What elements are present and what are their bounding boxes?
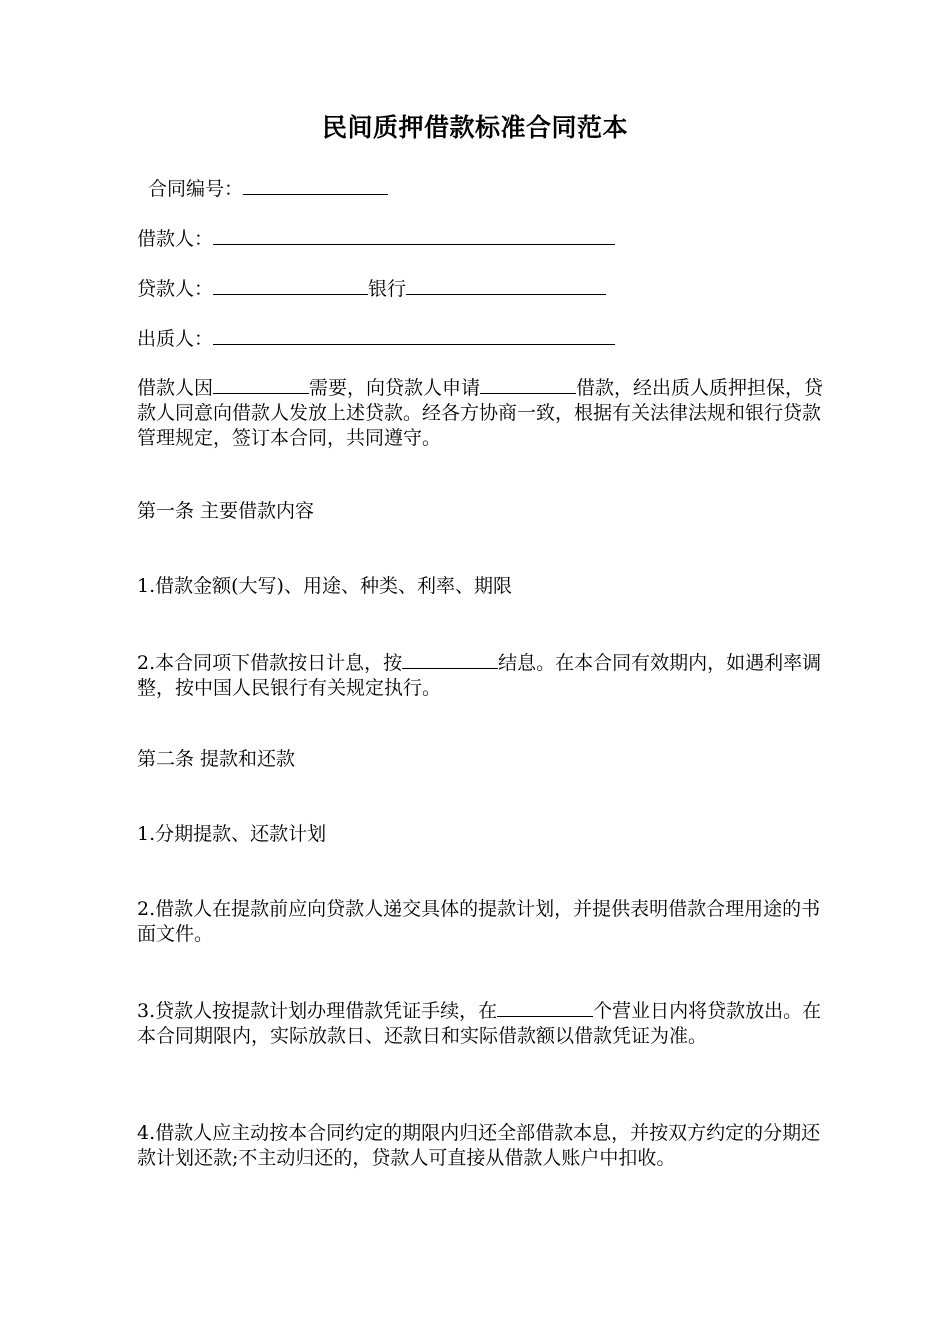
- contract-number-field: [148, 174, 838, 202]
- lender-field: [137, 274, 827, 302]
- pledger-field: [137, 324, 827, 352]
- document-title: 民间质押借款标准合同范本: [321, 113, 628, 142]
- contract-number-label: 合同编号：: [148, 178, 244, 200]
- lender-label: 贷款人：: [137, 278, 214, 300]
- intro-text-1: 借款人因: [137, 377, 214, 399]
- contract-number-blank: [243, 174, 388, 195]
- pledger-label: 出质人：: [137, 328, 214, 350]
- article2-item4: 4.借款人应主动按本合同约定的期限内归还全部借款本息，并按双方约定的分期还款计划还款;不主动归还的，贷款人可直接从借款人账户中扣收。: [137, 1122, 821, 1169]
- borrower-blank: [213, 224, 615, 245]
- intro-text-3: 借款，经出质人质押担保，贷款人同意向借款人发放上述贷款。经各方协商一致，根据有关法律法规和银行贷款管理规定，签订本合同，共同遵守。: [137, 377, 824, 449]
- article2-item2: 2.借款人在提款前应向贷款人递交具体的提款计划，并提供表明借款合理用途的书面文件。: [137, 898, 821, 945]
- article1-item1: 1.借款金额(大写)、用途、种类、利率、期限: [137, 575, 512, 597]
- article2-item3-text-1: 3.贷款人按提款计划办理借款凭证手续，在: [137, 1000, 498, 1022]
- lender-name-blank: [213, 274, 368, 295]
- intro-paragraph: [137, 373, 827, 451]
- article2-heading: 第二条 提款和还款: [137, 748, 296, 770]
- lender-bank-suffix: 银行: [368, 278, 407, 300]
- article2-item3: [137, 996, 827, 1049]
- article1-item2-text-1: 2.本合同项下借款按日计息，按: [137, 652, 403, 674]
- loan-type-blank: [480, 373, 576, 394]
- business-days-blank: [497, 996, 593, 1017]
- borrower-label: 借款人：: [137, 228, 214, 250]
- settlement-period-blank: [402, 648, 498, 669]
- lender-bank-blank: [406, 274, 606, 295]
- borrower-field: [137, 224, 827, 252]
- intro-text-2: 需要，向贷款人申请: [309, 377, 481, 399]
- article1-item2: [137, 648, 827, 701]
- article1-heading: 第一条 主要借款内容: [137, 500, 315, 522]
- article1-item2-text-2: 结息。在本合同有效期内，如遇利率调整，按中国人民银行有关规定执行。: [137, 652, 822, 699]
- purpose-blank: [213, 373, 309, 394]
- article2-item1: 1.分期提款、还款计划: [137, 823, 327, 845]
- pledger-blank: [213, 324, 615, 345]
- article2-item3-text-2: 个营业日内将贷款放出。在本合同期限内，实际放款日、还款日和实际借款额以借款凭证为准。: [137, 1000, 822, 1047]
